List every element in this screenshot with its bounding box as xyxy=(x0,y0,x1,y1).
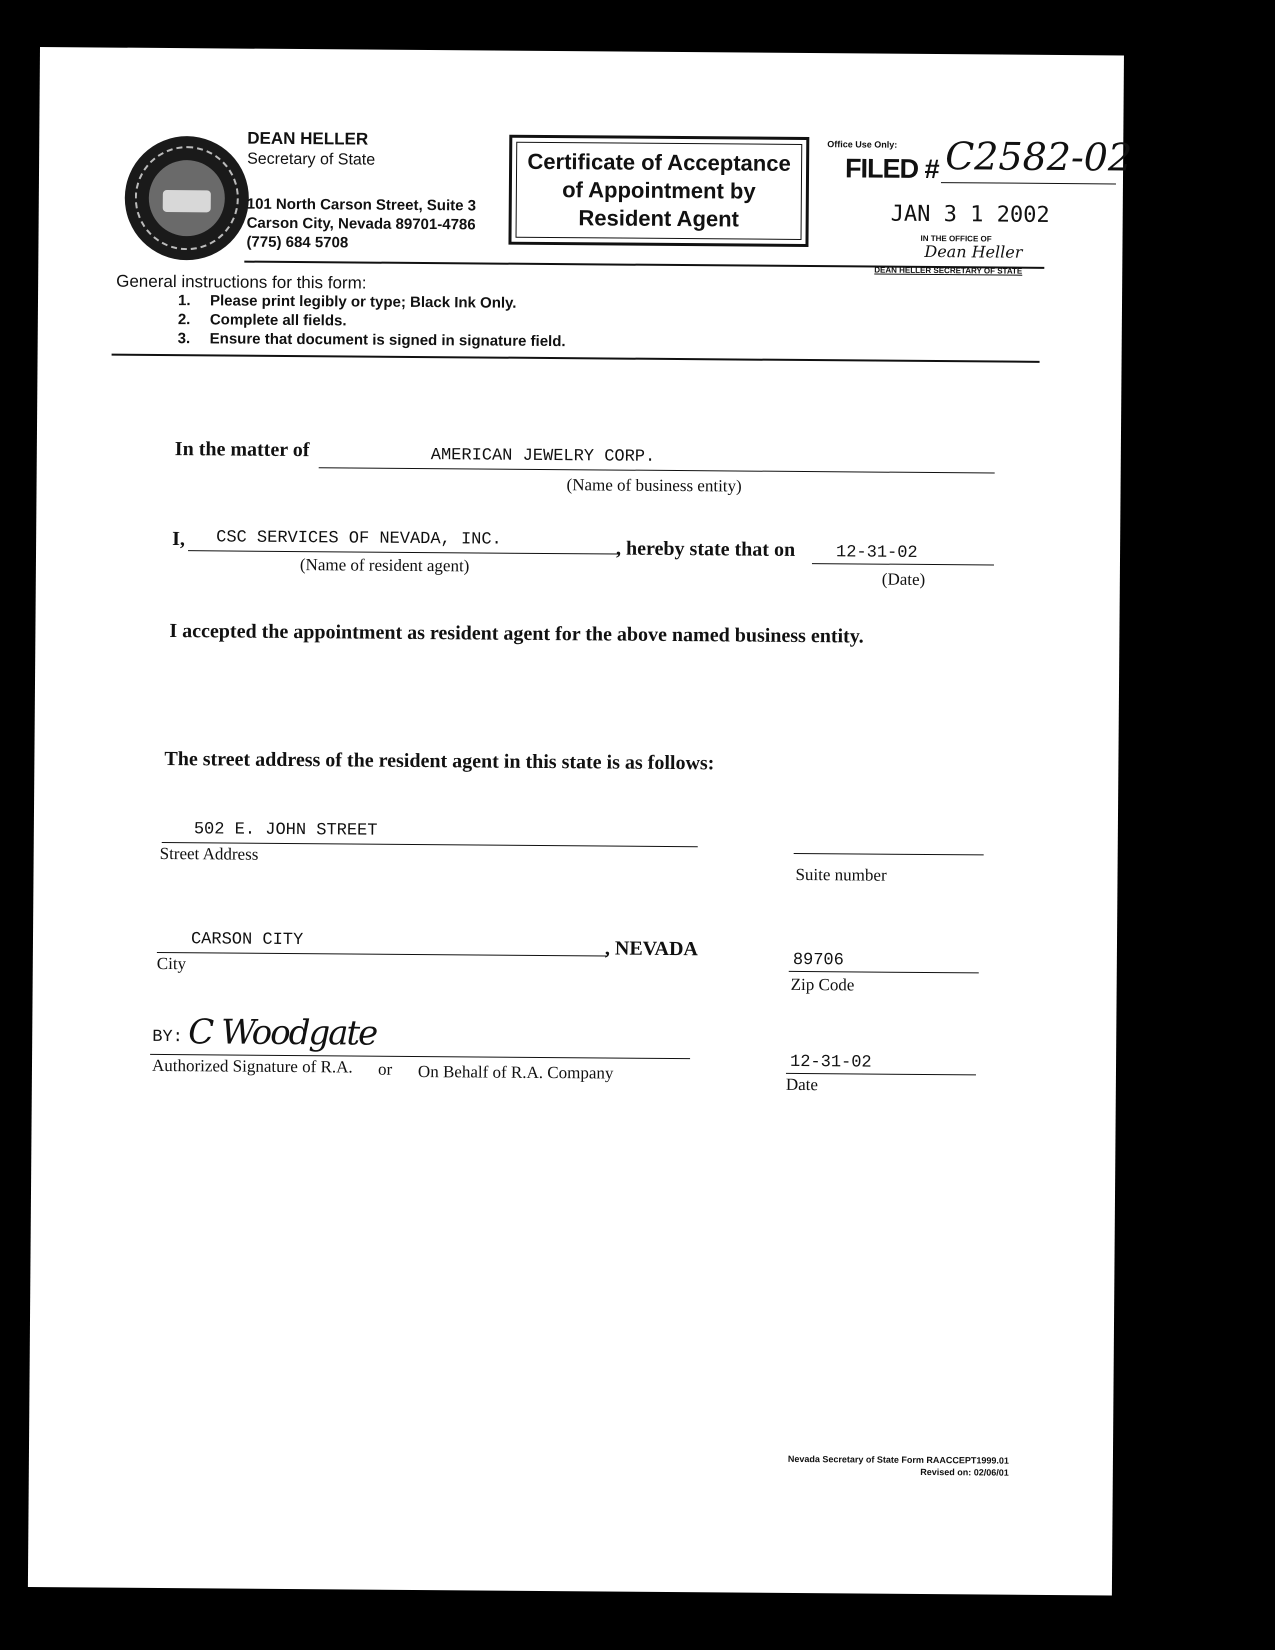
instruction-number: 2. xyxy=(177,311,191,329)
filed-number-underline xyxy=(941,182,1116,184)
form-page xyxy=(28,47,1133,1595)
stamp-office-line: IN THE OFFICE OF xyxy=(920,233,992,244)
matter-lead: In the matter of xyxy=(174,438,310,462)
authorized-signature: C Woodgate xyxy=(188,1012,377,1054)
business-entity-name: AMERICAN JEWELRY CORP. xyxy=(430,446,656,467)
city-label: City xyxy=(156,953,187,974)
state-value: , NEVADA xyxy=(604,937,699,961)
city-value: CARSON CITY xyxy=(190,930,304,951)
signature-date-value: 12-31-02 xyxy=(789,1052,872,1073)
acceptance-statement: I accepted the appointment as resident agent for the above named business entity. xyxy=(169,620,864,648)
acceptance-date-line xyxy=(812,563,994,565)
form-title-box xyxy=(508,135,809,247)
filed-stamp-date: JAN 3 1 2002 xyxy=(890,201,1050,228)
resident-agent-name: CSC SERVICES OF NEVADA, INC. xyxy=(216,528,502,550)
agent-statement-middle: , hereby state that on xyxy=(615,537,796,561)
state-seal-icon xyxy=(124,136,249,261)
stamp-footer: DEAN HELLER SECRETARY OF STATE xyxy=(874,265,1023,276)
street-address-label: Street Address xyxy=(159,843,259,864)
instruction-number: 3. xyxy=(177,330,191,348)
stamp-signature: Dean Heller xyxy=(924,241,1023,262)
signature-caption-ra: Authorized Signature of R.A. xyxy=(151,1055,353,1077)
resident-agent-caption: (Name of resident agent) xyxy=(299,555,470,576)
instruction-text: Please print legibly or type; Black Ink Only. xyxy=(209,292,517,312)
address-line-1: 101 North Carson Street, Suite 3 xyxy=(246,195,477,215)
instructions-title: General instructions for this form: xyxy=(116,271,367,293)
resident-agent-line xyxy=(188,550,618,554)
header-divider xyxy=(244,261,1044,269)
phone-number: (775) 684 5708 xyxy=(246,233,349,252)
form-id: Nevada Secretary of State Form RAACCEPT1999.01 xyxy=(787,1453,1009,1466)
filed-number: C2582-02 xyxy=(944,134,1133,180)
form-title-line-3: Resident Agent xyxy=(578,205,740,232)
instruction-text: Ensure that document is signed in signature field. xyxy=(209,330,566,351)
city-line xyxy=(157,952,607,957)
suite-number-label: Suite number xyxy=(795,864,887,885)
zip-code-value: 89706 xyxy=(792,950,844,971)
instructions-divider xyxy=(112,354,1040,363)
form-title-line-2: of Appointment by xyxy=(562,177,756,204)
official-name: DEAN HELLER xyxy=(247,128,369,149)
form-revised: Revised on: 02/06/01 xyxy=(920,1466,1009,1478)
acceptance-date-caption: (Date) xyxy=(881,569,926,589)
filed-label: FILED # xyxy=(844,153,939,185)
zip-code-label: Zip Code xyxy=(790,974,855,995)
by-label: BY: xyxy=(152,1027,183,1048)
form-footer xyxy=(729,1452,1009,1478)
business-entity-line xyxy=(319,467,995,473)
signature-caption-company: On Behalf of R.A. Company xyxy=(417,1062,614,1083)
suite-number-line xyxy=(794,853,984,855)
zip-code-line xyxy=(789,971,979,973)
office-use-label: Office Use Only: xyxy=(827,139,898,150)
instruction-text: Complete all fields. xyxy=(209,311,347,330)
instruction-number: 1. xyxy=(177,292,191,310)
address-intro: The street address of the resident agent in this state is as follows: xyxy=(164,747,715,775)
address-line-2: Carson City, Nevada 89701-4786 xyxy=(246,214,476,234)
official-title: Secretary of State xyxy=(247,150,376,169)
agent-lead: I, xyxy=(172,528,186,551)
acceptance-date: 12-31-02 xyxy=(835,543,918,563)
business-entity-caption: (Name of business entity) xyxy=(566,475,742,496)
signature-date-label: Date xyxy=(785,1074,819,1095)
form-title-line-1: Certificate of Acceptance xyxy=(527,148,791,176)
street-address-value: 502 E. JOHN STREET xyxy=(193,820,378,841)
signature-caption-or: or xyxy=(377,1059,393,1079)
